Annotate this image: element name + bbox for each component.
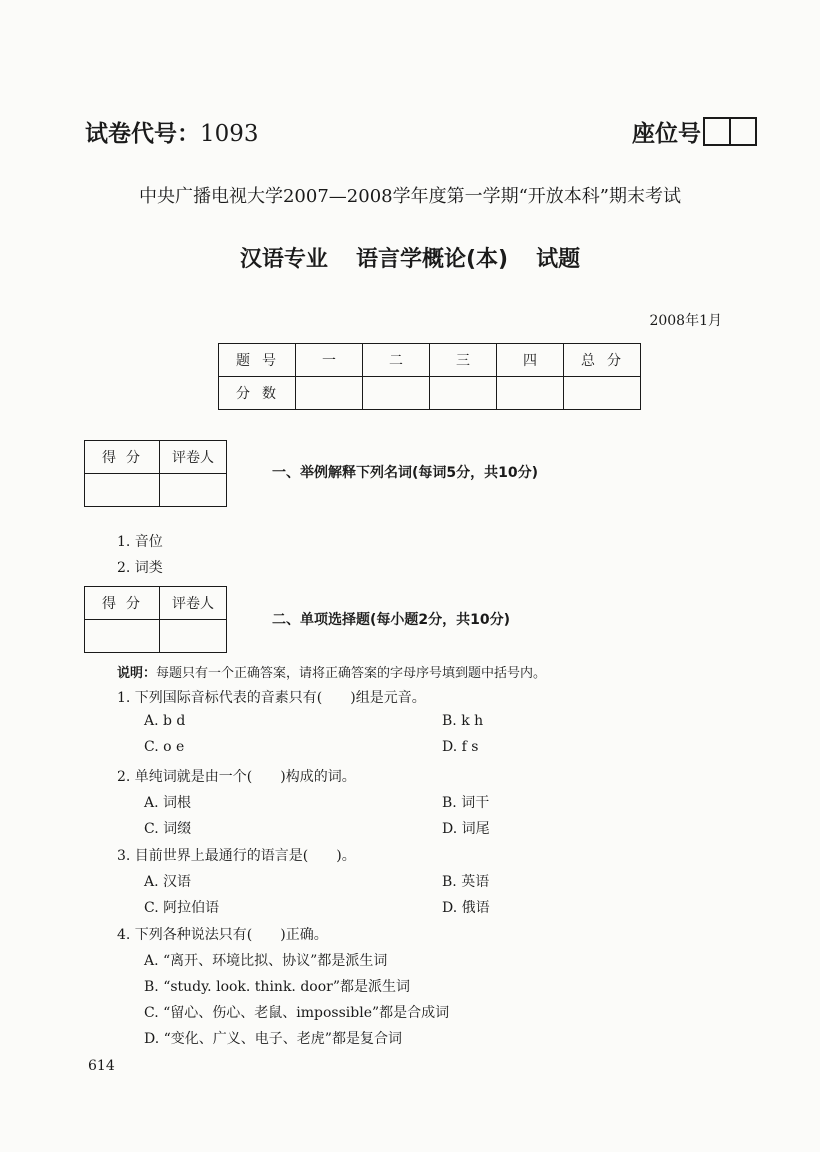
question-option: C. o e — [144, 739, 185, 755]
grader-box-section1 — [84, 440, 227, 507]
paper-code-label: 试卷代号： — [85, 121, 200, 147]
section2-title: 二、单项选择题(每小题2分，共10分) — [272, 612, 511, 628]
paper-code-number: 1093 — [200, 121, 259, 147]
seat-box[interactable] — [705, 119, 729, 144]
score-table-score-row — [219, 377, 641, 410]
question-option: A. 词根 — [144, 795, 192, 811]
exam-title-major: 汉语专业 — [239, 247, 328, 272]
seat-number-label: 座位号 — [632, 121, 701, 147]
grader-name-cell[interactable] — [160, 474, 227, 507]
grader-score-label: 得分 — [85, 441, 160, 474]
score-table-row-label: 分数 — [219, 377, 296, 410]
paper-code — [85, 115, 259, 148]
question-option: A. 汉语 — [144, 874, 192, 890]
question-option: A. b d — [144, 713, 186, 729]
score-table-header: 二 — [363, 344, 430, 377]
seat-box[interactable] — [729, 119, 755, 144]
score-cell[interactable] — [363, 377, 430, 410]
question-option: C. 词缀 — [144, 821, 192, 837]
question-option: C. 阿拉伯语 — [144, 900, 220, 916]
section1-item: 1. 音位 — [117, 534, 163, 550]
score-table-header: 四 — [497, 344, 564, 377]
question-option: B. 词干 — [442, 795, 490, 811]
question-option: D. 词尾 — [442, 821, 490, 837]
seat-number — [632, 115, 757, 148]
question-option: D. “变化、广义、电子、老虎”都是复合词 — [144, 1031, 402, 1047]
score-table-header: 题号 — [219, 344, 296, 377]
question-stem: 3. 目前世界上最通行的语言是( )。 — [117, 848, 356, 864]
grader-name-label: 评卷人 — [160, 587, 227, 620]
grader-score-cell[interactable] — [85, 474, 160, 507]
score-table-header-row — [219, 344, 641, 377]
question-option: D. f s — [442, 739, 479, 755]
question-option: B. “study. look. think. door”都是派生词 — [144, 979, 410, 995]
question-stem: 2. 单纯词就是由一个( )构成的词。 — [117, 769, 356, 785]
section2-note-text: 每题只有一个正确答案，请将正确答案的字母序号填到题中括号内。 — [156, 666, 547, 681]
grader-name-label: 评卷人 — [160, 441, 227, 474]
grader-score-cell[interactable] — [85, 620, 160, 653]
seat-number-boxes[interactable] — [703, 117, 757, 146]
score-cell[interactable] — [497, 377, 564, 410]
section1-title: 一、举例解释下列名词(每词5分，共10分) — [272, 465, 539, 481]
score-cell[interactable] — [296, 377, 363, 410]
score-table-header: 三 — [430, 344, 497, 377]
page-number: 614 — [88, 1058, 115, 1074]
question-stem: 4. 下列各种说法只有( )正确。 — [117, 927, 328, 943]
score-cell[interactable] — [430, 377, 497, 410]
exam-title-course: 语言学概论(本) — [355, 247, 509, 272]
exam-subtitle: 中央广播电视大学2007—2008学年度第一学期“开放本科”期末考试 — [138, 186, 682, 207]
question-option: A. “离开、环境比拟、协议”都是派生词 — [144, 953, 388, 969]
grader-name-cell[interactable] — [160, 620, 227, 653]
question-option: D. 俄语 — [442, 900, 490, 916]
score-cell[interactable] — [564, 377, 641, 410]
exam-date: 2008年1月 — [649, 313, 722, 329]
score-table-header: 总分 — [564, 344, 641, 377]
score-table — [218, 343, 641, 410]
section2-note-label: 说明： — [117, 666, 157, 681]
question-option: C. “留心、伤心、老鼠、impossible”都是合成词 — [144, 1005, 450, 1021]
grader-box-section2 — [84, 586, 227, 653]
score-table-header: 一 — [296, 344, 363, 377]
question-option: B. k h — [442, 713, 484, 729]
section2-note — [117, 662, 546, 681]
question-stem: 1. 下列国际音标代表的音素只有( )组是元音。 — [117, 690, 426, 706]
exam-title — [0, 242, 820, 273]
section1-item: 2. 词类 — [117, 560, 163, 576]
exam-title-kind: 试题 — [536, 247, 581, 272]
question-option: B. 英语 — [442, 874, 490, 890]
grader-score-label: 得分 — [85, 587, 160, 620]
